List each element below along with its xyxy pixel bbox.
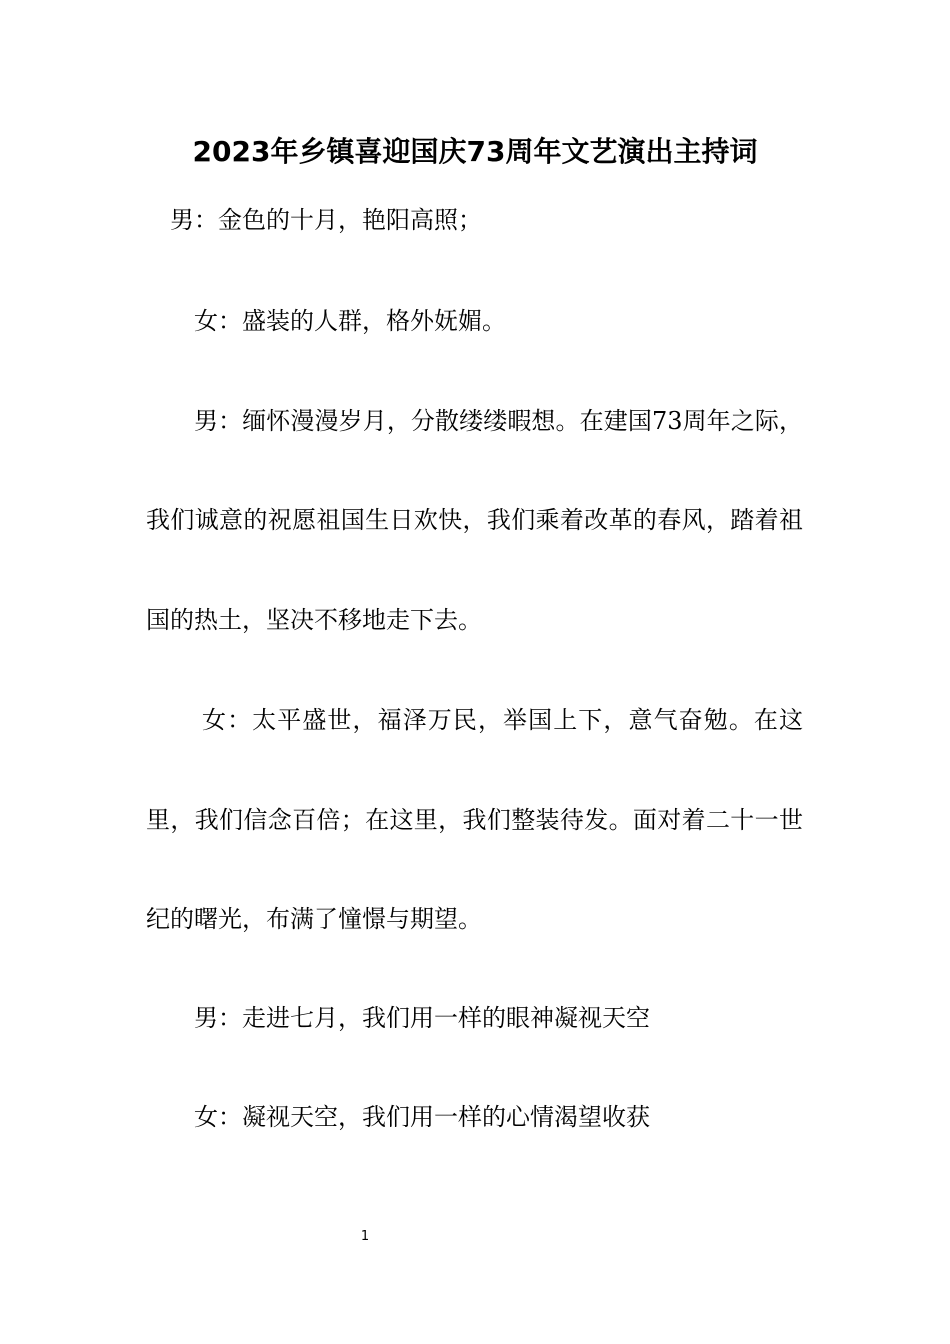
paragraph-line: 男：走进七月，我们用一样的眼神凝视天空 [194,1004,650,1032]
page-number: 1 [360,1229,370,1244]
paragraph-line: 女：盛装的人群，格外妩媚。 [194,307,506,335]
paragraph-line: 国的热土，坚决不移地走下去。 [146,606,482,634]
paragraph-line: 纪的曙光，布满了憧憬与期望。 [146,905,482,933]
paragraph-line: 里，我们信念百倍；在这里，我们整装待发。面对着二十一世 [146,806,803,834]
paragraph-line: 女：凝视天空，我们用一样的心情渴望收获 [194,1103,650,1131]
paragraph-line: 我们诚意的祝愿祖国生日欢快，我们乘着改革的春风，踏着祖 [146,506,803,534]
paragraph-line: 女：太平盛世，福泽万民，举国上下，意气奋勉。在这 [202,706,803,734]
document-title: 2023年乡镇喜迎国庆73周年文艺演出主持词 [192,135,758,168]
paragraph-line: 男：缅怀漫漫岁月，分散缕缕暇想。在建国73周年之际， [194,407,803,435]
paragraph-line: 男：金色的十月，艳阳高照； [170,206,482,234]
